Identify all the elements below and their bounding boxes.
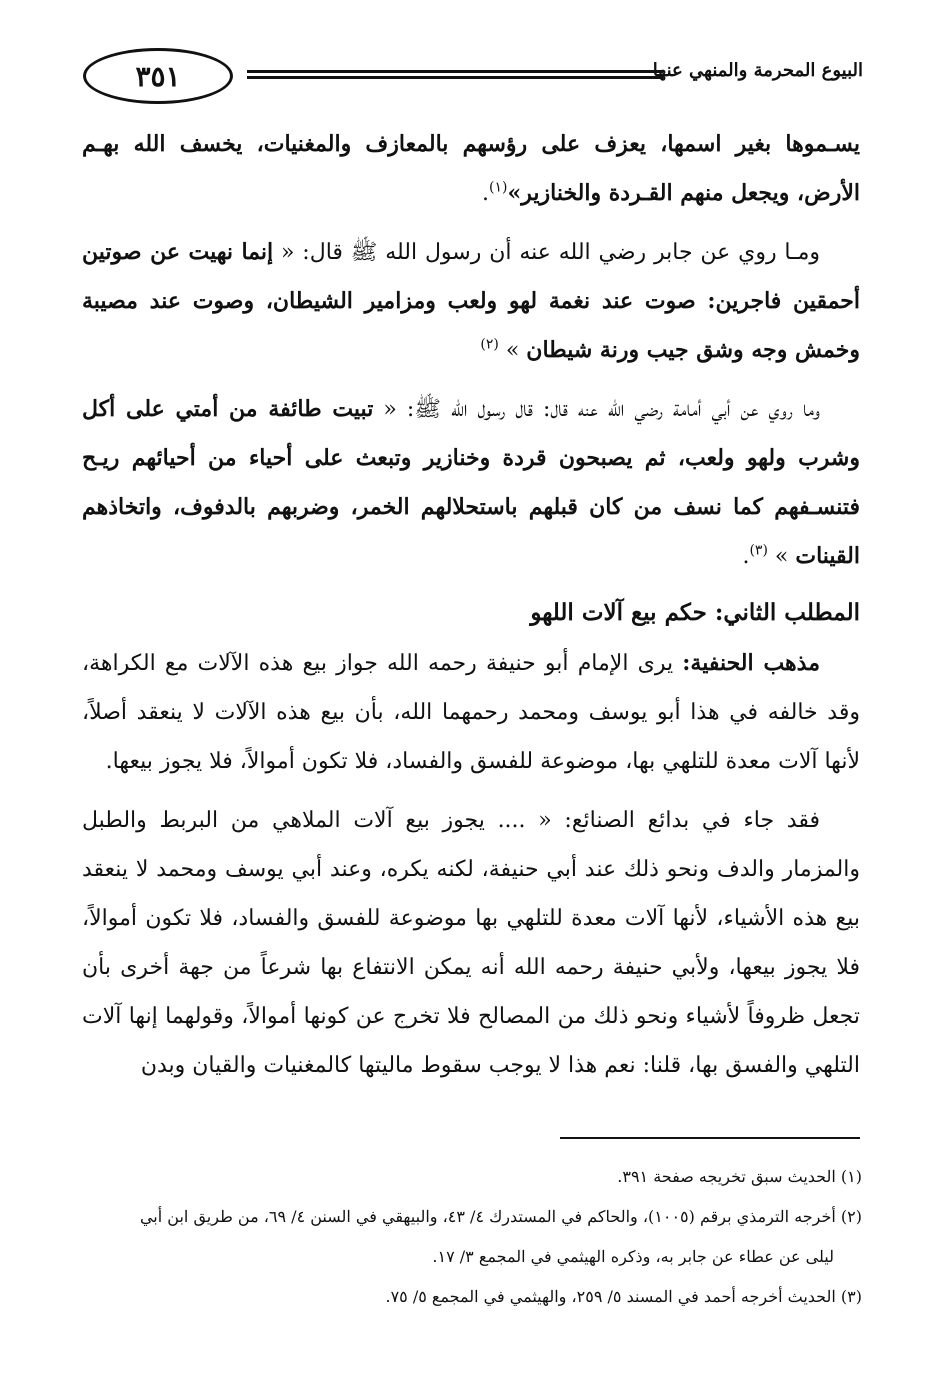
paragraph-1-tail: . xyxy=(482,181,490,206)
paragraph-5 xyxy=(82,796,860,1090)
footnote-2-line-2: ليلى عن عطاء عن جابر به، وذكره الهيثمي في المجمع ٣/ ١٧. xyxy=(432,1247,834,1266)
paragraph-1 xyxy=(82,120,860,218)
footnote-ref-3[interactable]: (٣) xyxy=(749,542,768,559)
page-number: ٣٥١ xyxy=(135,59,181,93)
paragraph-3-tail: . xyxy=(742,544,750,569)
main-text xyxy=(82,120,860,1100)
paragraph-4 xyxy=(82,639,860,786)
hadith-jabir: إنما نهيت عن صوتين أحمقين فاجرين: صوت عند نغمة لهو ولعب ومزامير الشيطان، وصوت عند مصيبة وخمش وجه وشق جيب ورنة شيطان xyxy=(82,239,860,363)
paragraph-5-text: فقد جاء في بدائع الصنائع: « .... يجوز بيع آلات الملاهي من البربط والطبل والمزمار والدف ونحو ذلك عند أبي حنيفة، لكنه يكره، وعند أبي يوسف ومحمد لا ينعقد بيع هذه الأشياء، لأنها آلات معدة للتلهي بها موضوعة للفسق والفساد، فلا تكون أموالاً، فلا يجوز بيعها، ولأبي حنيفة رحمه الله أنه يمكن الانتفاع بها شرعاً من جهة أخرى بأن تجعل ظروفاً لأشياء ونحو ذلك من المصالح فلا تخرج عن كونها أموالاً، وقولهما إنها آلات التلهي والفسق بها، قلنا: نعم هذا لا يوجب سقوط ماليتها كالمغنيات والقيان وبدن xyxy=(82,808,860,1078)
paragraph-4-text: يرى الإمام أبو حنيفة رحمه الله جواز بيع هذه الآلات مع الكراهة، وقد خالفه في هذا أبو يوسف ومحمد رحمهما الله، بأن بيع هذه الآلات لا ينعقد أصلاً، لأنها آلات معدة للتلهي بها، موضوعة للفسق والفساد، فلا تكون أموالاً، فلا يجوز بيعها. xyxy=(82,651,860,774)
paragraph-2-close: » xyxy=(505,338,527,363)
footnote-3: (٣) الحديث أخرجه أحمد في المسند ٥/ ٢٥٩، والهيثمي في المجمع ٥/ ٧٥. xyxy=(385,1287,862,1306)
header-double-rule xyxy=(247,70,663,79)
paragraph-3 xyxy=(82,385,860,581)
footnote-1: (١) الحديث سبق تخريجه صفحة ٣٩١. xyxy=(617,1167,862,1186)
hadith-continuation: يسـموها بغير اسمها، يعزف على رؤسهم بالمعازف والمغنيات، يخسف الله بهـم الأرض، ويجعل منهم القـردة والخنازير» xyxy=(82,131,860,206)
paragraph-2-intro: ومـا روي عن جابر رضي الله عنه أن رسول الله ﷺ قال: « xyxy=(281,240,820,265)
paragraph-2 xyxy=(82,228,860,375)
page-header xyxy=(75,40,863,110)
footnote-2-line-1: (٢) أخرجه الترمذي برقم (١٠٠٥)، والحاكم في المستدرك ٤/ ٤٣، والبيهقي في السنن ٤/ ٦٩، من طريق ابن أبي xyxy=(139,1207,862,1226)
footnotes xyxy=(82,1157,862,1317)
footnote-ref-1[interactable]: (١) xyxy=(489,179,508,196)
hadith-abu-umama: تبيت طائفة من أمتي على أكل وشرب ولهو ولعب، ثم يصبحون قردة وخنازير وتبعث على أحياء من أحيائهم ريـح فتنسـفهم كما نسف من كان قبلهم باستحلالهم الخمر، وضربهم بالدفوف، واتخاذهم القينات xyxy=(82,396,860,569)
footnote-separator xyxy=(560,1137,860,1139)
footnote-ref-2[interactable]: (٢) xyxy=(480,336,499,353)
hanafi-label: مذهب الحنفية: xyxy=(682,650,820,676)
paragraph-3-intro: وما روي عن أبي أمامة رضي الله عنه قال: قال رسول الله ﷺ: « xyxy=(383,397,821,422)
running-title: البيوع المحرمة والمنهي عنها xyxy=(652,60,863,81)
paragraph-3-close: » xyxy=(774,544,796,569)
page-number-badge xyxy=(83,48,233,104)
section-heading: المطلب الثاني: حكم بيع آلات اللهو xyxy=(530,599,860,626)
